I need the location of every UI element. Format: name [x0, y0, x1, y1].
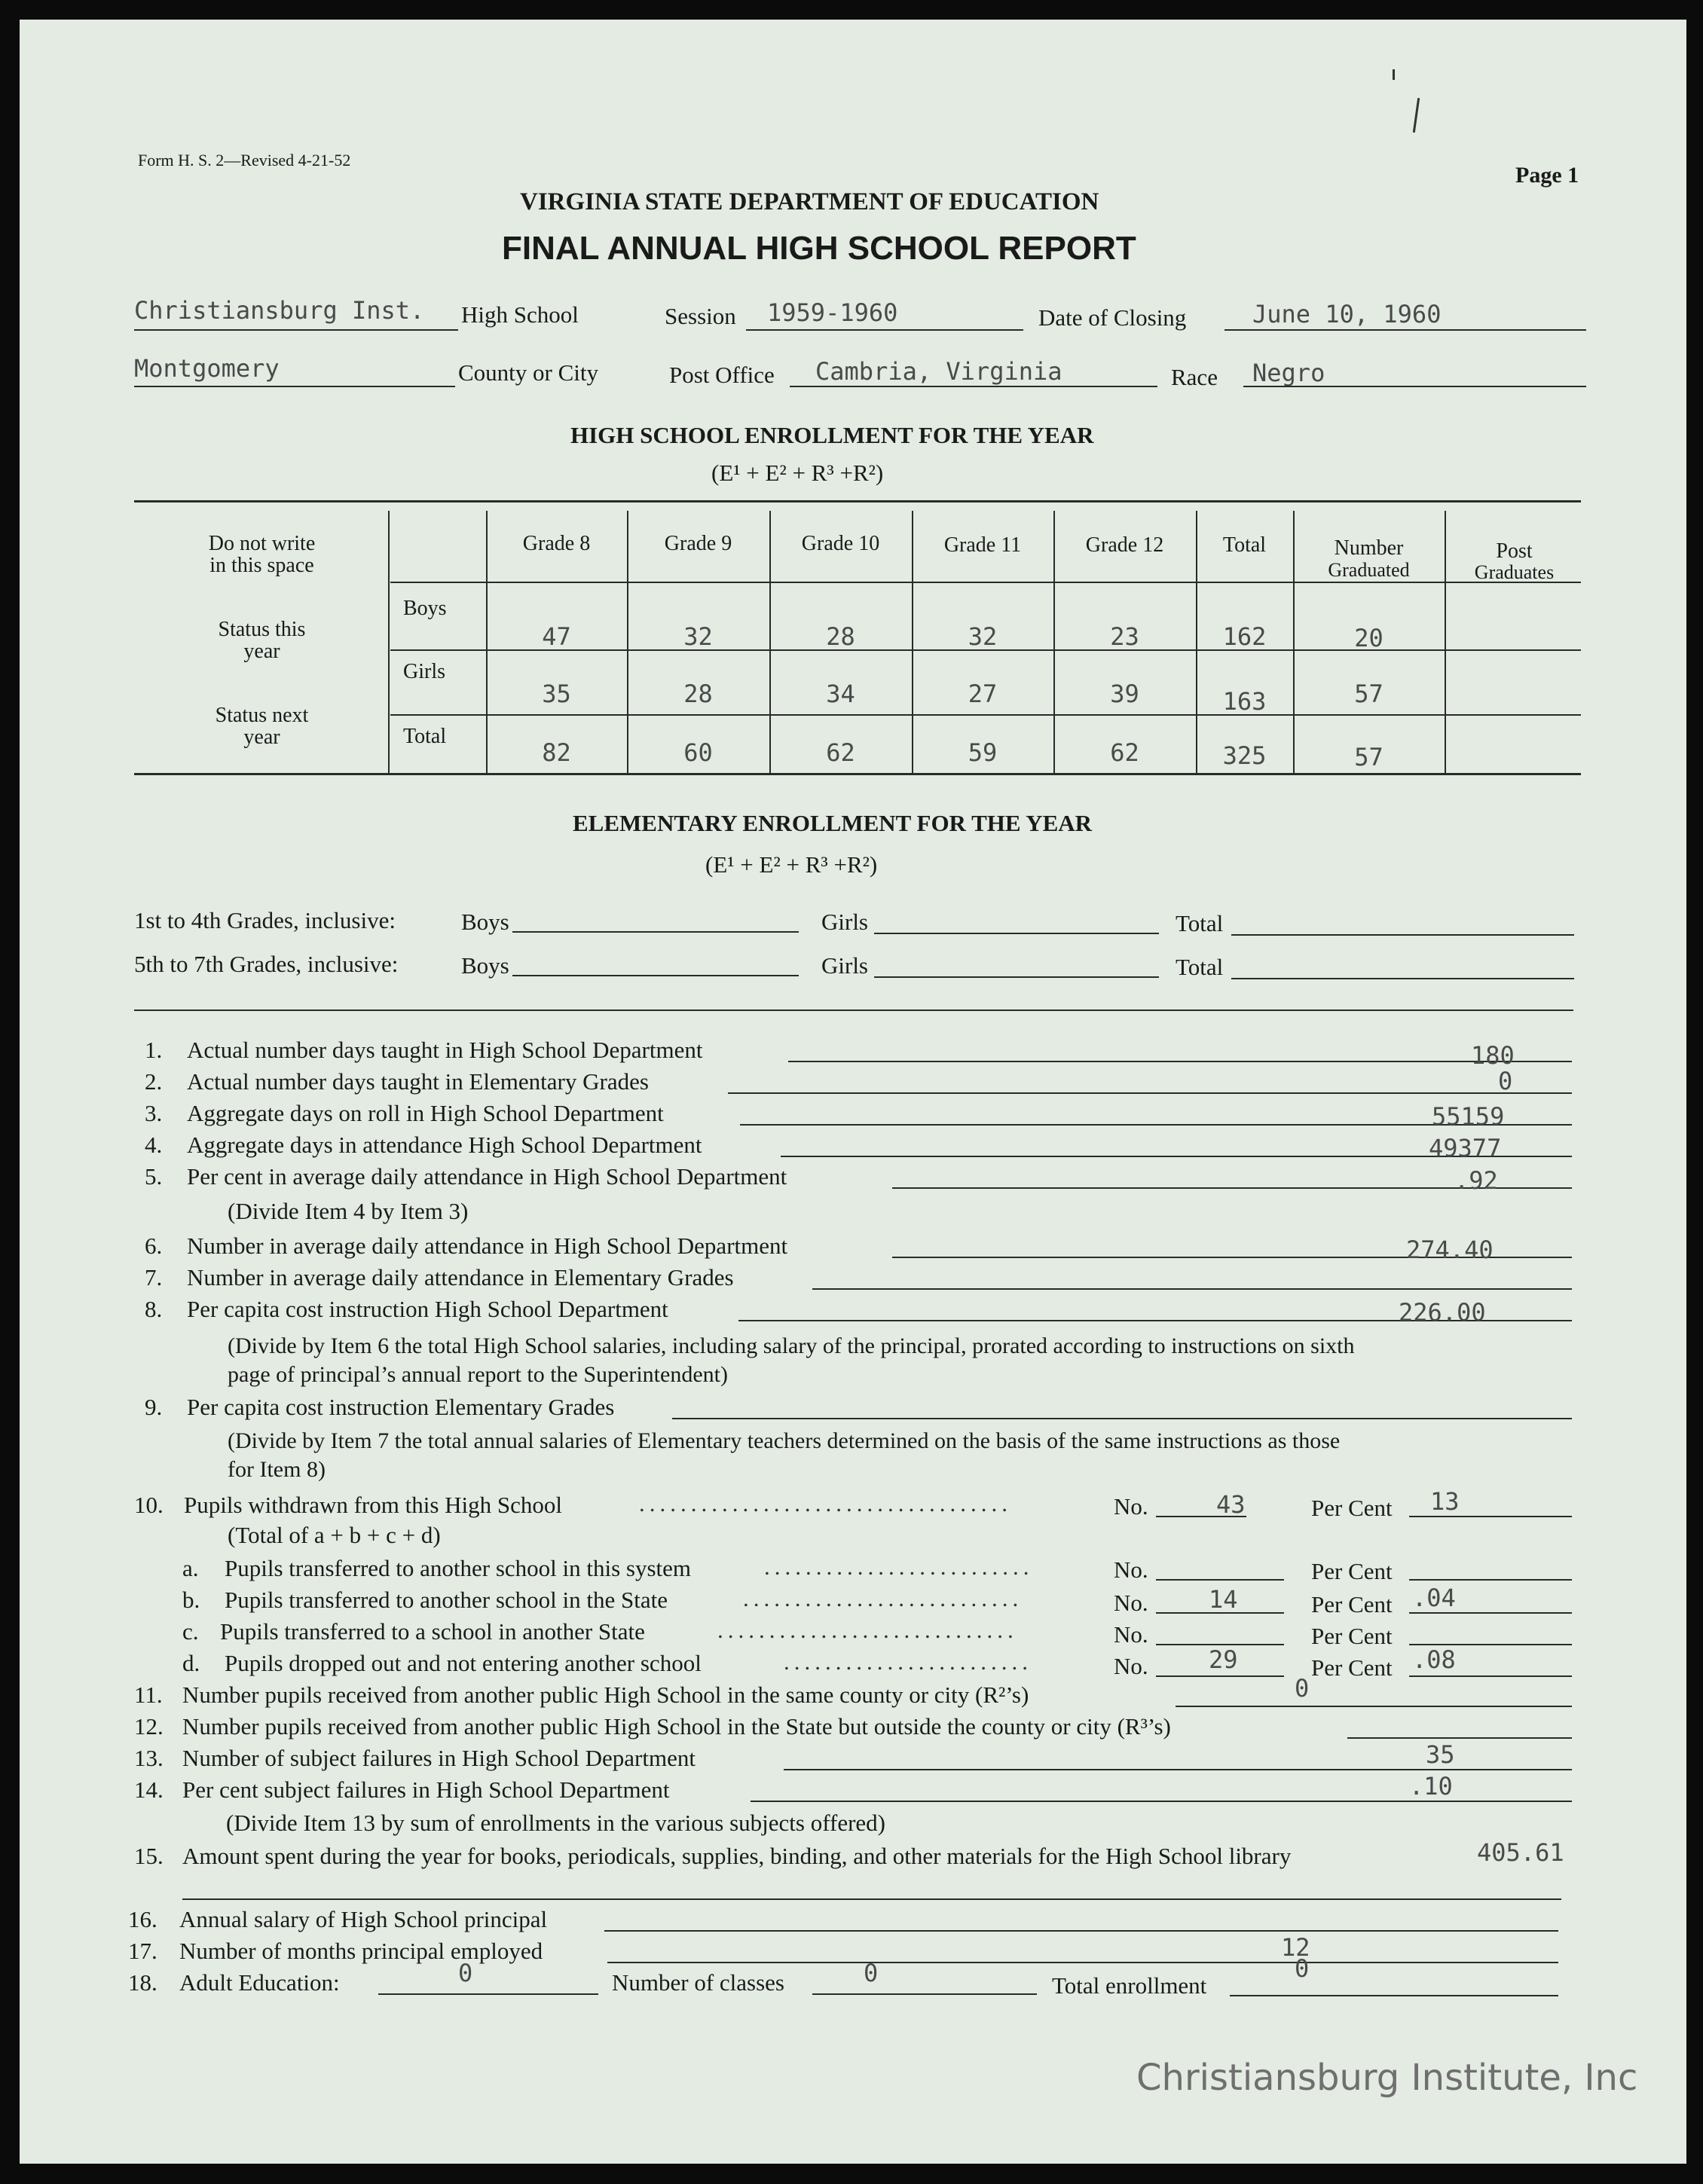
item-10d-no-value: 29: [1209, 1645, 1238, 1674]
race-value: Negro: [1252, 359, 1325, 387]
table-cell: 28: [683, 680, 713, 708]
item-11-number: 11.: [134, 1682, 163, 1708]
item-4-text: Aggregate days in attendance High School Department: [187, 1132, 702, 1158]
classes-label: Number of classes: [612, 1969, 784, 1996]
adult-education-value: 0: [458, 1959, 473, 1987]
no-write-note-line1: Do not write: [208, 532, 316, 555]
session-label: Session: [665, 303, 736, 329]
elem-row1-total: Total: [1176, 910, 1224, 936]
item-13-text: Number of subject failures in High School Department: [182, 1745, 696, 1771]
department-heading: VIRGINIA STATE DEPARTMENT OF EDUCATION: [520, 188, 1099, 215]
item-8-subtext-1: (Divide by Item 6 the total High School salaries, including salary of the principal, prorated according to instructions on sixth: [228, 1333, 1355, 1358]
row-label-boys: Boys: [403, 597, 447, 620]
item-15-text: Amount spent during the year for books, periodicals, supplies, binding, and other materials for the High School library: [182, 1843, 1292, 1869]
table-cell: 59: [968, 738, 998, 767]
item-2-text: Actual number days taught in Elementary Grades: [187, 1068, 649, 1095]
item-10-subtext: (Total of a + b + c + d): [228, 1522, 441, 1548]
item-8-text: Per capita cost instruction High School Department: [187, 1296, 668, 1322]
item-16-number: 16.: [128, 1906, 157, 1932]
item-14-text: Per cent subject failures in High School Department: [182, 1776, 670, 1803]
col-grade-12: Grade 12: [1085, 533, 1164, 557]
pencil-mark: [1393, 69, 1395, 80]
item-10d-percent-label: Per Cent: [1311, 1654, 1393, 1681]
col-graduated-line1: Number: [1334, 536, 1404, 560]
item-10a-no-label: No.: [1114, 1556, 1148, 1583]
table-cell: 35: [542, 680, 571, 708]
table-cell: 162: [1222, 622, 1267, 651]
item-9-subtext-1: (Divide by Item 7 the total annual salaries of Elementary teachers determined on the basis of the same instructions as those: [228, 1428, 1341, 1453]
table-cell: 325: [1222, 741, 1267, 770]
item-5-subtext: (Divide Item 4 by Item 3): [228, 1198, 469, 1224]
item-3-number: 3.: [145, 1100, 163, 1126]
table-cell: 27: [968, 680, 998, 708]
table-cell: 23: [1110, 622, 1139, 651]
item-6-value: 274.40: [1406, 1236, 1494, 1264]
item-15-number: 15.: [134, 1843, 164, 1869]
item-17-value: 12: [1281, 1933, 1310, 1962]
status-this-year-line1: Status this: [218, 618, 306, 641]
col-graduated-line2: Graduated: [1328, 559, 1410, 581]
table-cell: 39: [1110, 680, 1139, 708]
item-10c-no-label: No.: [1114, 1621, 1148, 1648]
item-10d-text: Pupils dropped out and not entering another school: [225, 1650, 702, 1676]
item-10b-no-value: 14: [1209, 1585, 1238, 1614]
item-2-number: 2.: [145, 1068, 163, 1095]
col-grade-11: Grade 11: [943, 533, 1022, 557]
no-write-note-line2: in this space: [209, 554, 314, 577]
total-enrollment-label: Total enrollment: [1052, 1972, 1207, 1999]
report-title: FINAL ANNUAL HIGH SCHOOL REPORT: [502, 230, 1136, 267]
classes-value: 0: [864, 1959, 879, 1987]
item-18-number: 18.: [128, 1969, 157, 1996]
item-3-text: Aggregate days on roll in High School Department: [187, 1100, 664, 1126]
item-10-percent-label: Per Cent: [1311, 1495, 1393, 1521]
item-11-text: Number pupils received from another public High School in the same county or city (R²’s): [182, 1682, 1029, 1708]
hs-enrollment-formula: (E¹ + E² + R³ +R²): [711, 460, 884, 486]
page-number: Page 1: [1515, 163, 1579, 188]
item-10-number: 10.: [134, 1492, 164, 1518]
race-label: Race: [1171, 364, 1218, 390]
item-12-number: 12.: [134, 1713, 164, 1740]
col-grade-9: Grade 9: [664, 532, 732, 555]
item-10b-no-label: No.: [1114, 1590, 1148, 1616]
item-10d-leader: ........................: [784, 1648, 1032, 1675]
item-13-number: 13.: [134, 1745, 164, 1771]
table-cell: 57: [1354, 680, 1383, 708]
item-12-text: Number pupils received from another public High School in the State but outside the county or city (R³’s): [182, 1713, 1171, 1740]
item-10-percent-value: 13: [1430, 1487, 1460, 1516]
col-post-line2: Graduates: [1474, 561, 1555, 583]
item-10-text: Pupils withdrawn from this High School: [184, 1492, 563, 1518]
item-10b-letter: b.: [182, 1587, 200, 1613]
col-post-line1: Post: [1496, 539, 1533, 563]
item-10-no-value: 43: [1216, 1490, 1246, 1519]
item-10-no-label: No.: [1114, 1493, 1148, 1520]
item-9-text: Per capita cost instruction Elementary Grades: [187, 1394, 615, 1420]
item-15-value: 405.61: [1477, 1838, 1564, 1867]
elem-row2-boys: Boys: [461, 952, 509, 979]
item-9-number: 9.: [145, 1394, 163, 1420]
item-16-text: Annual salary of High School principal: [179, 1906, 548, 1932]
item-8-subtext-2: page of principal’s annual report to the Superintendent): [228, 1362, 728, 1387]
item-8-value: 226.00: [1399, 1298, 1486, 1327]
table-cell: 20: [1354, 624, 1383, 652]
item-8-number: 8.: [145, 1296, 163, 1322]
item-4-number: 4.: [145, 1132, 163, 1158]
item-10b-text: Pupils transferred to another school in the State: [225, 1587, 668, 1613]
item-10d-letter: d.: [182, 1650, 200, 1676]
elem-row1-label: 1st to 4th Grades, inclusive:: [134, 907, 396, 933]
item-14-number: 14.: [134, 1776, 164, 1803]
item-14-subtext: (Divide Item 13 by sum of enrollments in the various subjects offered): [226, 1810, 885, 1836]
col-grade-10: Grade 10: [801, 532, 880, 555]
status-this-year-line2: year: [243, 640, 280, 663]
hs-enrollment-title: HIGH SCHOOL ENROLLMENT FOR THE YEAR: [570, 422, 1094, 448]
elem-enrollment-formula: (E¹ + E² + R³ +R²): [705, 851, 878, 878]
item-10c-percent-label: Per Cent: [1311, 1623, 1393, 1649]
table-cell: 60: [683, 738, 713, 767]
table-cell: 62: [1110, 738, 1139, 767]
item-4-value: 49377: [1429, 1134, 1502, 1162]
item-10c-text: Pupils transferred to a school in another State: [220, 1618, 645, 1645]
row-label-total: Total: [403, 725, 447, 748]
col-total: Total: [1222, 533, 1267, 557]
item-10b-percent-value: .04: [1412, 1584, 1456, 1612]
elem-row2-girls: Girls: [821, 952, 868, 979]
item-6-number: 6.: [145, 1233, 163, 1259]
post-office-label: Post Office: [669, 362, 775, 388]
table-cell: 163: [1222, 687, 1267, 716]
elem-row2-total: Total: [1176, 954, 1224, 980]
item-10c-letter: c.: [182, 1618, 199, 1645]
elem-row2-label: 5th to 7th Grades, inclusive:: [134, 951, 399, 977]
item-10c-leader: .............................: [717, 1617, 1018, 1643]
table-cell: 32: [968, 622, 998, 651]
school-name: Christiansburg Inst.: [134, 296, 425, 325]
item-7-number: 7.: [145, 1264, 163, 1291]
table-cell: 62: [826, 738, 855, 767]
form-id: Form H. S. 2—Revised 4-21-52: [138, 151, 351, 170]
adult-education-label: Adult Education:: [179, 1969, 340, 1996]
item-17-number: 17.: [128, 1938, 157, 1964]
table-cell: 28: [826, 622, 855, 651]
elem-row1-girls: Girls: [821, 909, 868, 935]
elem-row1-boys: Boys: [461, 909, 509, 935]
item-7-text: Number in average daily attendance in Elementary Grades: [187, 1264, 734, 1291]
table-cell: 82: [542, 738, 571, 767]
item-10b-leader: ...........................: [743, 1585, 1023, 1611]
item-10d-no-label: No.: [1114, 1653, 1148, 1679]
watermark: Christiansburg Institute, Inc: [1136, 2057, 1638, 2099]
item-5-text: Per cent in average daily attendance in High School Department: [187, 1163, 787, 1190]
item-10a-text: Pupils transferred to another school in this system: [225, 1555, 692, 1581]
item-10a-leader: ..........................: [764, 1553, 1034, 1580]
item-10a-letter: a.: [182, 1555, 199, 1581]
status-next-year-line2: year: [243, 725, 280, 749]
item-5-number: 5.: [145, 1163, 163, 1190]
item-10b-percent-label: Per Cent: [1311, 1591, 1393, 1617]
closing-date: June 10, 1960: [1252, 300, 1442, 328]
elem-enrollment-title: ELEMENTARY ENROLLMENT FOR THE YEAR: [573, 810, 1093, 836]
item-3-value: 55159: [1432, 1102, 1505, 1131]
item-17-text: Number of months principal employed: [179, 1938, 543, 1964]
county-value: Montgomery: [134, 354, 280, 383]
item-10a-percent-label: Per Cent: [1311, 1558, 1393, 1584]
item-6-text: Number in average daily attendance in High School Department: [187, 1233, 788, 1259]
table-cell: 32: [683, 622, 713, 651]
item-10-leader: ....................................: [639, 1490, 1012, 1517]
item-1-number: 1.: [145, 1037, 163, 1063]
item-10d-percent-value: .08: [1412, 1645, 1456, 1674]
total-enrollment-value: 0: [1295, 1954, 1310, 1983]
table-cell: 34: [826, 680, 855, 708]
table-cell: 47: [542, 622, 571, 651]
item-13-value: 35: [1426, 1740, 1455, 1769]
item-1-value: 180: [1471, 1041, 1515, 1070]
post-office-value: Cambria, Virginia: [815, 357, 1062, 386]
item-9-subtext-2: for Item 8): [228, 1457, 326, 1482]
session-value: 1959-1960: [767, 298, 898, 327]
item-2-value: 0: [1498, 1067, 1513, 1095]
high-school-label: High School: [461, 301, 579, 328]
county-label: County or City: [458, 359, 599, 386]
item-1-text: Actual number days taught in High School Department: [187, 1037, 703, 1063]
item-14-value: .10: [1409, 1772, 1453, 1801]
status-next-year-line1: Status next: [215, 704, 309, 727]
row-label-girls: Girls: [403, 660, 445, 683]
table-cell: 57: [1354, 743, 1383, 771]
item-5-value: .92: [1454, 1166, 1498, 1195]
item-11-value: 0: [1295, 1674, 1310, 1703]
col-grade-8: Grade 8: [522, 532, 591, 555]
closing-label: Date of Closing: [1038, 304, 1187, 331]
